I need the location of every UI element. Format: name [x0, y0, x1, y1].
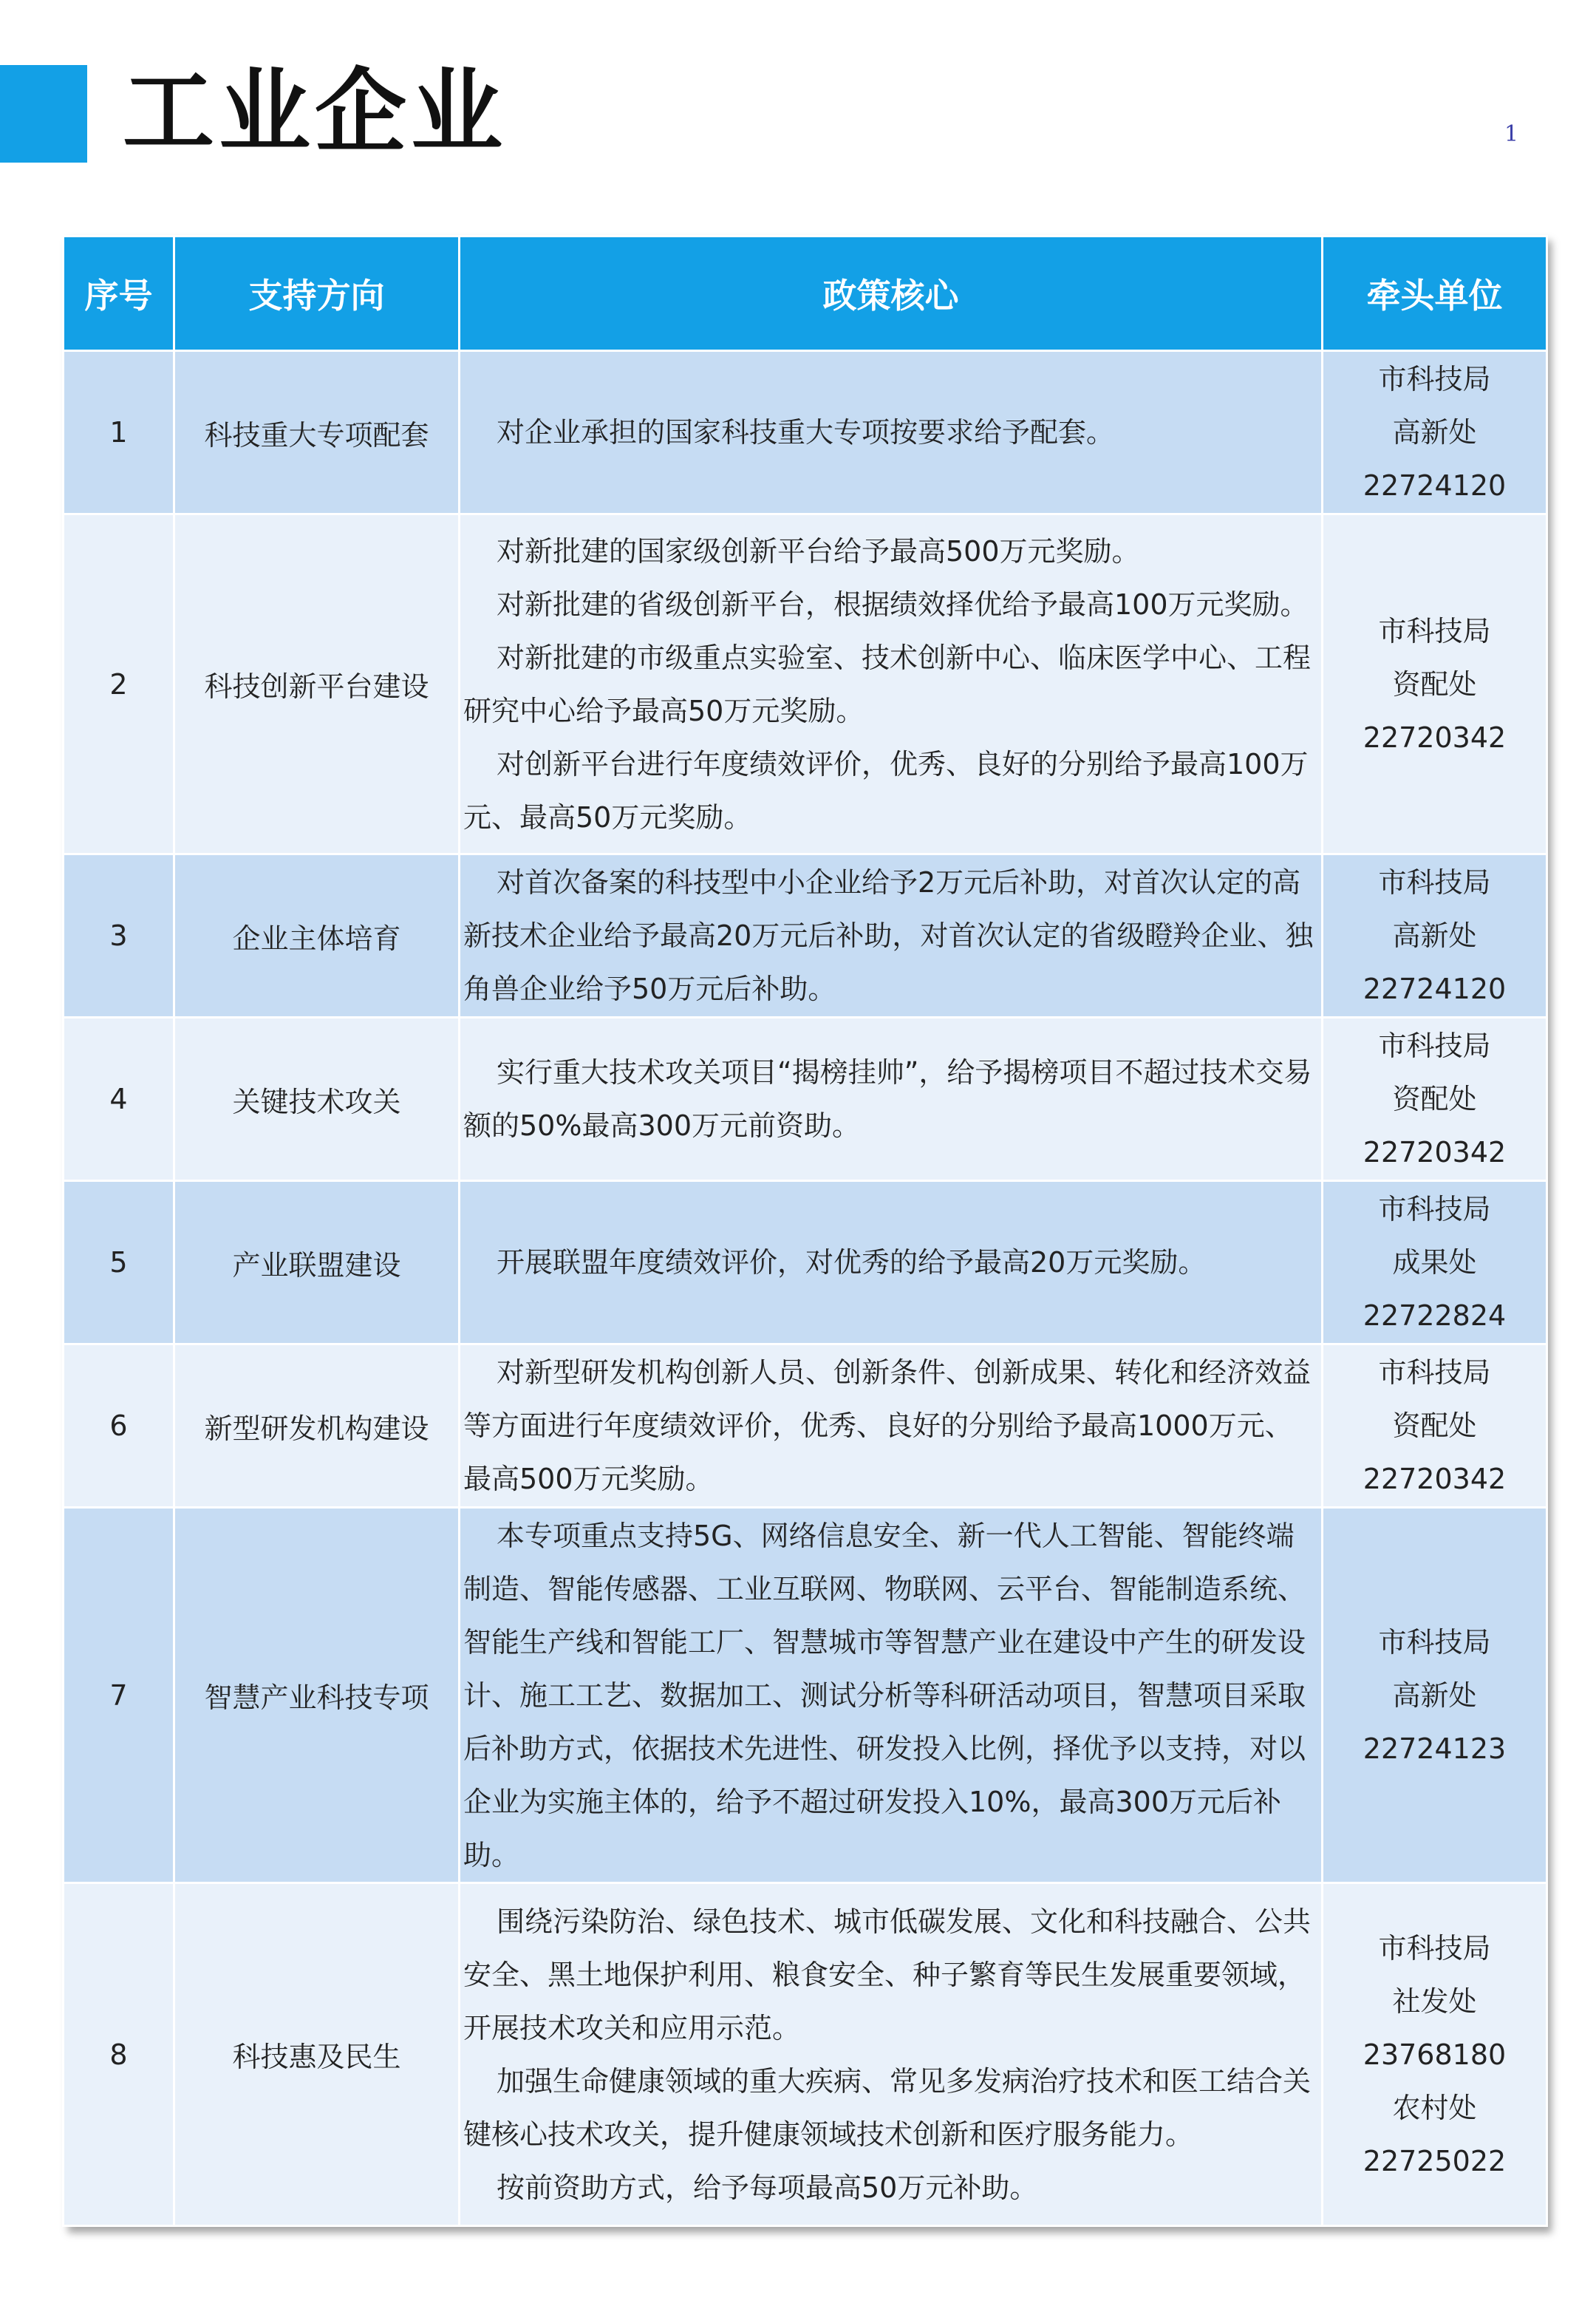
- page-title: 工业企业: [123, 59, 508, 166]
- policy-table-container: [62, 235, 1546, 2227]
- policy-paragraph: 对新批建的省级创新平台，根据绩效择优给予最高100万元奖励。: [497, 588, 1309, 621]
- policy-paragraph: 围绕污染防治、绿色技术、城市低碳发展、文化和科技融合、公共安全、黑土地保护利用、粮食安全、种子繁育等民生发展重要领域，开展技术攻关和应用示范。: [463, 1905, 1312, 2044]
- cell-unit: [1323, 1181, 1547, 1344]
- policy-paragraph: 加强生命健康领域的重大疾病、常见多发病治疗技术和医工结合关键核心技术攻关，提升健康领域技术创新和医疗服务能力。: [463, 2064, 1312, 2151]
- header-direction: 支持方向: [174, 237, 460, 351]
- cell-no: 8: [64, 1883, 174, 2226]
- cell-unit: [1323, 351, 1547, 514]
- title-accent-bar: [0, 65, 87, 163]
- policy-paragraph: 开展联盟年度绩效评价，对优秀的给予最高20万元奖励。: [497, 1246, 1207, 1279]
- policy-paragraph: 对新批建的国家级创新平台给予最高500万元奖励。: [497, 534, 1140, 568]
- policy-paragraph: 按前资助方式，给予每项最高50万元补助。: [497, 2171, 1038, 2204]
- unit-line: 22722824: [1363, 1299, 1507, 1332]
- cell-unit: [1323, 1883, 1547, 2226]
- page-number: 1: [1504, 121, 1519, 147]
- cell-direction: 关键技术攻关: [174, 1018, 460, 1181]
- unit-line: 22724120: [1363, 973, 1507, 1005]
- cell-direction: 科技重大专项配套: [174, 351, 460, 514]
- unit-line: 资配处: [1392, 667, 1477, 701]
- cell-no: 2: [64, 514, 174, 854]
- unit-line: 市科技局: [1378, 614, 1491, 647]
- cell-direction: 产业联盟建设: [174, 1181, 460, 1344]
- table-row: [64, 1508, 1547, 1883]
- unit-line: 成果处: [1392, 1246, 1477, 1279]
- cell-unit: [1323, 854, 1547, 1018]
- table-row: [64, 1344, 1547, 1508]
- unit-line: 22724120: [1363, 469, 1507, 502]
- header-no: 序号: [64, 237, 174, 351]
- policy-paragraph: 对首次备案的科技型中小企业给予2万元后补助，对首次认定的高新技术企业给予最高20万元后补助，对首次认定的省级瞪羚企业、独角兽企业给予50万元后补助。: [463, 866, 1314, 1005]
- cell-no: 1: [64, 351, 174, 514]
- header-unit: 牵头单位: [1323, 237, 1547, 351]
- unit-line: 23768180: [1363, 2038, 1507, 2071]
- unit-line: 市科技局: [1378, 1356, 1491, 1389]
- unit-line: 22720342: [1363, 721, 1507, 754]
- table-row: [64, 1018, 1547, 1181]
- cell-no: 3: [64, 854, 174, 1018]
- policy-paragraph: 对创新平台进行年度绩效评价，优秀、良好的分别给予最高100万元、最高50万元奖励。: [463, 747, 1309, 834]
- unit-line: 市科技局: [1378, 1030, 1491, 1062]
- cell-direction: 企业主体培育: [174, 854, 460, 1018]
- cell-no: 7: [64, 1508, 174, 1883]
- cell-unit: [1323, 1018, 1547, 1181]
- table-row: [64, 1883, 1547, 2226]
- table-row: [64, 514, 1547, 854]
- cell-unit: [1323, 514, 1547, 854]
- cell-unit: [1323, 1344, 1547, 1508]
- unit-line: 市科技局: [1378, 1931, 1491, 1965]
- cell-direction: 新型研发机构建设: [174, 1344, 460, 1508]
- cell-policy: [460, 1508, 1323, 1883]
- cell-policy: [460, 854, 1323, 1018]
- policy-table: [62, 235, 1548, 2227]
- unit-line: 市科技局: [1378, 1193, 1491, 1225]
- unit-line: 农村处: [1392, 2091, 1477, 2124]
- unit-line: 22725022: [1363, 2144, 1507, 2177]
- unit-line: 22720342: [1363, 1136, 1507, 1169]
- unit-line: 高新处: [1392, 919, 1477, 952]
- unit-line: 市科技局: [1378, 1625, 1491, 1659]
- table-row: [64, 351, 1547, 514]
- cell-policy: [460, 1344, 1323, 1508]
- header-policy: 政策核心: [460, 237, 1323, 351]
- unit-line: 高新处: [1392, 416, 1477, 449]
- cell-policy: [460, 1181, 1323, 1344]
- cell-direction: 智慧产业科技专项: [174, 1508, 460, 1883]
- unit-line: 资配处: [1392, 1083, 1477, 1115]
- cell-unit: [1323, 1508, 1547, 1883]
- unit-line: 22724123: [1363, 1732, 1507, 1765]
- policy-paragraph: 对企业承担的国家科技重大专项按要求给予配套。: [497, 416, 1115, 449]
- policy-paragraph: 实行重大技术攻关项目“揭榜挂帅”，给予揭榜项目不超过技术交易额的50%最高300万元前资助。: [463, 1056, 1312, 1142]
- cell-policy: [460, 1018, 1323, 1181]
- cell-policy: [460, 514, 1323, 854]
- unit-line: 资配处: [1392, 1409, 1477, 1442]
- policy-paragraph: 对新型研发机构创新人员、创新条件、创新成果、转化和经济效益等方面进行年度绩效评价，优秀、良好的分别给予最高1000万元、最高500万元奖励。: [463, 1356, 1312, 1495]
- unit-line: 22720342: [1363, 1463, 1507, 1495]
- unit-line: 高新处: [1392, 1679, 1477, 1712]
- cell-direction: 科技创新平台建设: [174, 514, 460, 854]
- cell-no: 4: [64, 1018, 174, 1181]
- cell-no: 5: [64, 1181, 174, 1344]
- cell-direction: 科技惠及民生: [174, 1883, 460, 2226]
- unit-line: 市科技局: [1378, 866, 1491, 899]
- table-row: [64, 1181, 1547, 1344]
- unit-line: 市科技局: [1378, 363, 1491, 395]
- cell-policy: [460, 1883, 1323, 2226]
- cell-policy: [460, 351, 1323, 514]
- table-row: [64, 854, 1547, 1018]
- policy-paragraph: 对新批建的市级重点实验室、技术创新中心、临床医学中心、工程研究中心给予最高50万元奖励。: [463, 641, 1312, 727]
- cell-no: 6: [64, 1344, 174, 1508]
- table-header-row: [64, 237, 1547, 351]
- policy-paragraph: 本专项重点支持5G、网络信息安全、新一代人工智能、智能终端制造、智能传感器、工业互联网、物联网、云平台、智能制造系统、智能生产线和智能工厂、智慧城市等智慧产业在建设中产生的研发设计、施工工艺、数据加工、测试分析等科研活动项目，智慧项目采取后补助方式，依据技术先进性、研发投入比例，择优予以支持，对以企业为实施主体的，给予不超过研发投入10%，最高300万元后补助。: [463, 1519, 1306, 1871]
- unit-line: 社发处: [1392, 1984, 1477, 2018]
